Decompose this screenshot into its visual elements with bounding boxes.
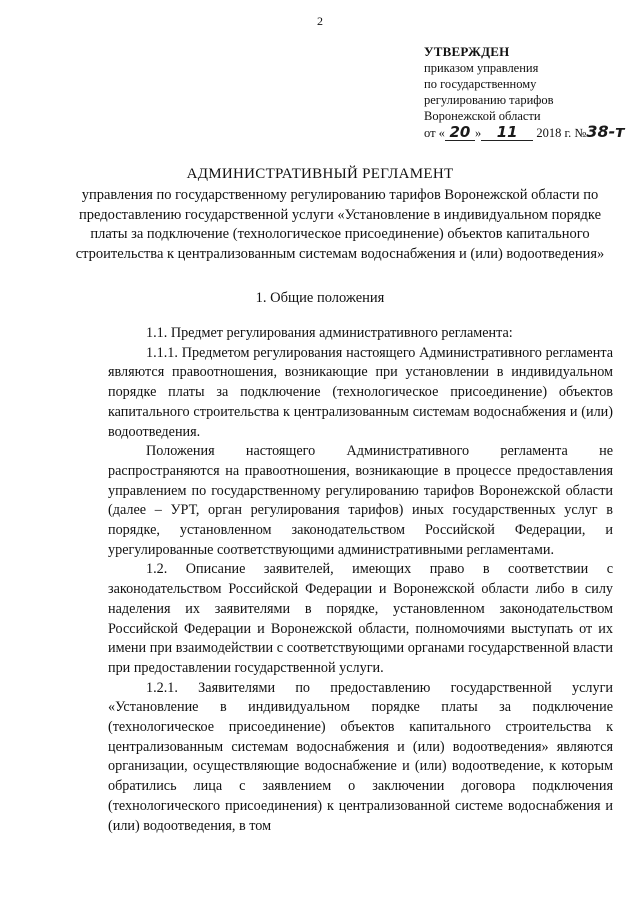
- approval-line: приказом управления: [424, 61, 539, 75]
- document-body: [108, 324, 613, 836]
- approval-line: Воронежской области: [424, 109, 541, 123]
- paragraph: 1.2.1. Заявителями по предоставлению государственной услуги «Установление в индивидуальном порядке платы за подключение (технологическое присоединение) объектов капитального строительства к централизованным системам водоснабжения и (или) водоотведения» являются организации, осуществляющие водоснабжение и (или) водоотведение, к которым обратились лица с заявлением о заключении договора подключения (технологического присоединения) к централизованной системе водоснабжения и (или) водоотведения, в том: [108, 679, 613, 834]
- approval-title: УТВЕРЖДЕН: [424, 44, 510, 59]
- approval-line: по государственному: [424, 77, 537, 91]
- handwritten-day: 20: [445, 125, 475, 141]
- approval-stamp: [424, 44, 624, 141]
- paragraph: 1.1. Предмет регулирования административного регламента:: [146, 325, 513, 341]
- date-mid: »: [474, 126, 482, 140]
- date-year: 2018 г. №: [536, 126, 587, 140]
- paragraph: 1.1.1. Предметом регулирования настоящего Административного регламента являются правоотношения, возникающие при установлении в индивидуальном порядке платы за подключение (технологическое присоединение) объектов капитального строительства к централизованным системам водоснабжения и (или) водоотведения.: [108, 344, 613, 440]
- approval-line: регулированию тарифов: [424, 93, 554, 107]
- date-prefix: от «: [424, 126, 445, 140]
- section-title: 1. Общие положения: [255, 290, 385, 306]
- page-number: 2: [317, 14, 323, 28]
- paragraph: 1.2. Описание заявителей, имеющих право в соответствии с законодательством Российской Федерации и Воронежской области либо в силу наделения их заявителями в порядке, установленном законодательством Российской Федерации и Воронежской области, полномочиями выступать от их имени при взаимодействии с соответствующими органами государственной власти при предоставлении государственной услуги.: [108, 561, 613, 676]
- document-subtitle: управления по государственному регулированию тарифов Воронежской области по предоставлению государственной услуги «Установление в индивидуальном порядке платы за подключение (технологическое присоединение) объектов капитального строительства к централизованным системам водоснабжения и (или) водоотведения»: [75, 187, 605, 262]
- handwritten-order-number: 38-т: [586, 122, 625, 141]
- handwritten-month: 11: [481, 125, 533, 141]
- paragraph: Положения настоящего Административного регламента не распространяются на правоотношения, возникающие в процессе предоставления управлением по государственному регулированию тарифов Воронежской области (далее – УРТ, орган регулирования тарифов) иных государственных услуг в порядке, установленном законодательством Российской Федерации, и урегулированные соответствующими административными регламентами.: [108, 443, 613, 558]
- approval-date: [424, 124, 624, 141]
- document-title: АДМИНИСТРАТИВНЫЙ РЕГЛАМЕНТ: [186, 166, 454, 182]
